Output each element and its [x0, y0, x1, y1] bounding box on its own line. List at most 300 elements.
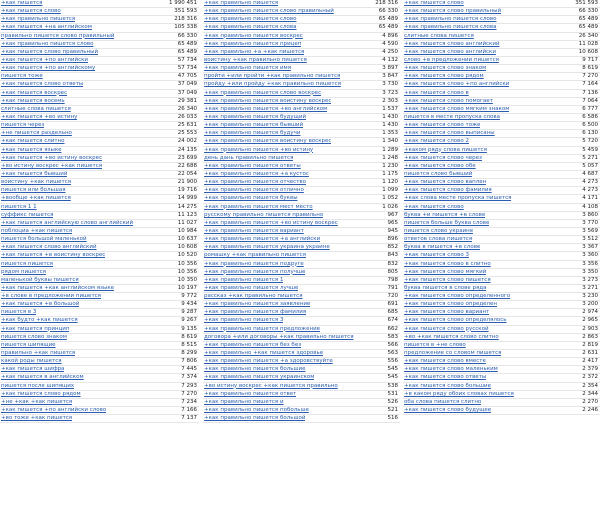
- query-link[interactable]: +как правильно пишется имя: [204, 65, 292, 72]
- query-row: [403, 244, 600, 252]
- results-column-correct-spelling: [203, 0, 400, 423]
- query-link[interactable]: +как правильно пишется: [1, 16, 76, 23]
- query-row: [0, 374, 199, 382]
- query-count: 691: [387, 301, 398, 308]
- query-link[interactable]: +как пишется слово будущее: [404, 407, 492, 414]
- query-count: 218 316: [174, 16, 197, 23]
- query-count: 11 123: [177, 211, 197, 218]
- query-link[interactable]: +во +как пишется слово слитно: [404, 333, 499, 340]
- query-row: [203, 98, 400, 106]
- query-count: 5 057: [582, 162, 598, 169]
- query-link[interactable]: +как правильно пишется 3: [204, 317, 284, 324]
- query-link[interactable]: правильно +как пишется: [1, 350, 76, 357]
- query-link[interactable]: +как правильно пишется будучи: [204, 130, 301, 137]
- query-link[interactable]: +как пишется слово: [404, 0, 464, 6]
- query-row: [203, 244, 400, 252]
- query-link[interactable]: +как правильно пишется ответы: [204, 162, 301, 169]
- query-row: [203, 285, 400, 293]
- query-link[interactable]: +как правильно пишется получше: [204, 268, 306, 275]
- query-link[interactable]: +как пишется слово через: [404, 154, 482, 161]
- query-count: 1 990 451: [169, 0, 197, 6]
- query-link[interactable]: +как пишется слово ваплен: [404, 179, 487, 186]
- query-link[interactable]: буква пишется в слове ряда: [404, 284, 487, 291]
- query-row: [0, 220, 199, 228]
- query-count: 1 537: [382, 105, 398, 112]
- query-count: 3 271: [582, 284, 598, 291]
- query-link[interactable]: +как правильно пишется 1: [204, 276, 284, 283]
- query-link[interactable]: +как пишется +на английском: [1, 24, 92, 31]
- query-link[interactable]: рассказ +как правильно пишется: [204, 293, 303, 300]
- query-row: [403, 155, 600, 163]
- query-count: 2 819: [582, 341, 598, 348]
- query-count: 10 520: [177, 252, 197, 259]
- query-row: [403, 33, 600, 41]
- query-count: 6 130: [582, 130, 598, 137]
- query-link[interactable]: воистину +как пишется: [1, 179, 72, 186]
- query-row: [203, 269, 400, 277]
- query-link[interactable]: +как пишется слово вместе: [404, 358, 486, 365]
- query-link[interactable]: +как пишется +по английскому: [1, 65, 96, 72]
- query-count: 4 590: [382, 40, 398, 47]
- query-link[interactable]: +как правильно пишется слово воскрес: [204, 89, 322, 96]
- query-link[interactable]: +как пишется слово вариант: [404, 309, 490, 316]
- query-link[interactable]: +как пишется +по английски слово: [1, 407, 107, 414]
- query-count: 3 230: [582, 293, 598, 300]
- query-count: 2 344: [582, 390, 598, 397]
- query-link[interactable]: +как правильно пишется большие: [204, 366, 306, 373]
- query-count: 10 356: [177, 260, 197, 267]
- query-link[interactable]: пишется тоже: [1, 73, 43, 80]
- query-link[interactable]: +как правильно пишется слово: [404, 16, 497, 23]
- query-link[interactable]: +как правильно пишется +а английски: [204, 236, 321, 243]
- query-row: [203, 383, 400, 391]
- query-count: 4 171: [582, 195, 598, 202]
- query-link[interactable]: +как правильно пишется воскрес: [204, 32, 303, 39]
- query-link[interactable]: +как пишется слово определялось: [404, 317, 507, 324]
- query-link[interactable]: +как правильно пишется прицеп: [204, 40, 302, 47]
- query-link[interactable]: +как пишется языке: [1, 146, 62, 153]
- query-row: [0, 98, 199, 106]
- query-link[interactable]: +как слова месте пропуска пишется: [404, 195, 512, 202]
- query-link[interactable]: +как пишется слово определен: [404, 301, 498, 308]
- query-link[interactable]: пишется в 3: [1, 309, 37, 316]
- query-link[interactable]: +в каком ряду обоих словах пишется: [404, 390, 514, 397]
- query-link[interactable]: маленькой буквы пишется: [1, 276, 79, 283]
- query-link[interactable]: +как пишется слово знаком: [404, 65, 487, 72]
- query-count: 526: [387, 398, 398, 405]
- query-count: 3 860: [582, 211, 598, 218]
- query-count: 720: [387, 293, 398, 300]
- query-link[interactable]: +как пишется слово английски: [404, 48, 496, 55]
- query-row: [403, 130, 600, 138]
- query-link[interactable]: +как правильно пишется бывший: [204, 122, 304, 129]
- query-link[interactable]: слитные слова пишется: [404, 32, 474, 39]
- query-link[interactable]: +как правильно пишется отчество: [204, 179, 307, 186]
- query-link[interactable]: +как пишется слово английский: [404, 40, 500, 47]
- query-count: 1 026: [382, 203, 398, 210]
- query-row: [403, 212, 600, 220]
- query-link[interactable]: +как пишется слово в слитно: [404, 260, 491, 267]
- query-row: [0, 0, 199, 8]
- query-link[interactable]: пишется после шипящих: [1, 382, 75, 389]
- query-link[interactable]: +как пишется +как английском языке: [1, 284, 115, 291]
- query-count: 805: [387, 268, 398, 275]
- query-row: [203, 90, 400, 98]
- query-count: 3 730: [382, 81, 398, 88]
- query-row: [203, 350, 400, 358]
- query-link[interactable]: +как пишется +во истину: [1, 113, 78, 120]
- query-count: 1 230: [382, 162, 398, 169]
- query-count: 662: [387, 325, 398, 332]
- query-row: [203, 204, 400, 212]
- query-count: 10 356: [177, 268, 197, 275]
- query-link[interactable]: +как правильно пишется вариант: [204, 227, 304, 234]
- query-link[interactable]: +как пишется: [1, 0, 43, 6]
- query-link[interactable]: +как пишется слово выписаны: [404, 130, 495, 137]
- query-row: [403, 285, 600, 293]
- query-count: 7 806: [181, 358, 197, 365]
- query-link[interactable]: +каком ряду слова пишется: [404, 146, 487, 153]
- query-count: 965: [387, 219, 398, 226]
- query-row: [0, 179, 199, 187]
- query-link[interactable]: +как правильно пишется мест место: [204, 203, 313, 210]
- query-link[interactable]: ромашку +как правильно пишется: [204, 252, 306, 259]
- query-link[interactable]: +как правильно пишется лучше: [204, 284, 299, 291]
- query-count: 4 250: [382, 48, 398, 55]
- query-row: [403, 277, 600, 285]
- query-count: 5 720: [582, 138, 598, 145]
- query-row: [203, 317, 400, 325]
- query-count: 1 340: [382, 138, 398, 145]
- query-link[interactable]: пишется пишется: [1, 260, 53, 267]
- query-count: 8 299: [181, 350, 197, 357]
- query-link[interactable]: пишется в +не слово: [404, 341, 466, 348]
- query-link[interactable]: +как пишется слово помогает: [404, 97, 493, 104]
- query-count: 2 270: [582, 398, 598, 405]
- query-link[interactable]: суффикс пишется: [1, 211, 54, 218]
- query-link[interactable]: +как пишется принцип: [1, 325, 70, 332]
- query-link[interactable]: +как правильно пишется слова: [404, 24, 497, 31]
- query-count: 9 287: [181, 309, 197, 316]
- query-link[interactable]: +как пишется +во истину воскрес: [1, 154, 103, 161]
- query-row: [203, 16, 400, 24]
- query-link[interactable]: +как правильно пишется слова: [204, 24, 297, 31]
- query-row: [203, 171, 400, 179]
- query-count: 516: [387, 415, 398, 422]
- query-count: 2 903: [582, 325, 598, 332]
- query-row: [403, 236, 600, 244]
- query-row: [203, 138, 400, 146]
- query-link[interactable]: +не +как +как пишется: [1, 398, 73, 405]
- query-link[interactable]: +как пишется восемь: [1, 97, 65, 104]
- query-row: [203, 65, 400, 73]
- query-link[interactable]: +как правильно пишется слово: [204, 16, 297, 23]
- query-row: [203, 326, 400, 334]
- query-row: [0, 73, 199, 81]
- query-row: [0, 171, 199, 179]
- query-count: 22 688: [177, 162, 197, 169]
- query-link[interactable]: +как пишется слово +по английски: [404, 81, 510, 88]
- query-row: [0, 358, 199, 366]
- query-link[interactable]: +как правильно пишется слово: [1, 40, 94, 47]
- query-row: [403, 49, 600, 57]
- query-count: 8 619: [181, 333, 197, 340]
- query-count: 4 273: [582, 187, 598, 194]
- query-link[interactable]: +как пишется воскрес: [1, 89, 68, 96]
- query-link[interactable]: слово +в предложении пишется: [404, 56, 499, 63]
- query-count: 896: [387, 236, 398, 243]
- query-link[interactable]: +как правильно пишется слово правильный: [204, 8, 334, 15]
- query-link[interactable]: правильно пишется слово правильный: [1, 32, 115, 39]
- query-row: [0, 334, 199, 342]
- query-link[interactable]: +как пишется слово ответы: [404, 374, 487, 381]
- query-count: 545: [387, 366, 398, 373]
- query-count: 7 064: [582, 97, 598, 104]
- query-link[interactable]: +как пишется слово маленьким: [404, 366, 498, 373]
- query-row: [403, 350, 600, 358]
- query-link[interactable]: день дань правильно пишется: [204, 154, 294, 161]
- query-link[interactable]: +как правильно пишется +во истину: [204, 146, 314, 153]
- query-row: [203, 212, 400, 220]
- query-link[interactable]: +как пишется бывший: [1, 170, 68, 177]
- query-link[interactable]: пройду +или пройду +как правильно пишется: [204, 81, 341, 88]
- query-link[interactable]: буква +и пишется +в слове: [404, 211, 486, 218]
- query-link[interactable]: оба слова пишется слитно: [404, 398, 482, 405]
- query-link[interactable]: воистину +как правильно пишется: [204, 56, 307, 63]
- query-link[interactable]: +как правильно пишется отлично: [204, 187, 304, 194]
- query-count: 1 353: [382, 130, 398, 137]
- query-link[interactable]: +во истину воскрес +как пишется правильно: [204, 382, 338, 389]
- query-row: [403, 0, 600, 8]
- query-count: 1 289: [382, 146, 398, 153]
- query-link[interactable]: +как пишется слово обе: [404, 162, 476, 169]
- query-link[interactable]: буква в пишется +в слове: [404, 244, 481, 251]
- query-link[interactable]: какой роды пишется: [1, 358, 62, 365]
- query-link[interactable]: +как пишется слово большие: [404, 382, 492, 389]
- query-link[interactable]: +как правильно пишется и: [204, 398, 284, 405]
- query-row: [203, 106, 400, 114]
- query-link[interactable]: пройти +или пройти +как правильно пишется: [204, 73, 341, 80]
- query-link[interactable]: пишется слово знаком: [1, 333, 67, 340]
- query-link[interactable]: +как пишется слово фамилия: [404, 187, 492, 194]
- query-link[interactable]: +как пишется +в воистину воскрес: [1, 252, 106, 259]
- query-link[interactable]: +как правильно пишется +во истину воскрес: [204, 219, 338, 226]
- query-count: 37 049: [177, 81, 197, 88]
- query-count: 351 593: [174, 8, 197, 15]
- query-row: [203, 147, 400, 155]
- query-count: 2 372: [582, 374, 598, 381]
- query-link[interactable]: пишется через: [1, 122, 45, 129]
- query-row: [403, 90, 600, 98]
- query-link[interactable]: пишется шипящие: [1, 341, 56, 348]
- query-link[interactable]: +во тоже +как пишется: [1, 415, 73, 422]
- query-link[interactable]: +как пишется слово мягкий: [404, 268, 487, 275]
- query-link[interactable]: +как правильно пишется воистину воскрес: [204, 138, 332, 145]
- query-link[interactable]: +как пишется слитно: [1, 138, 65, 145]
- query-row: [0, 41, 199, 49]
- query-row: [403, 138, 600, 146]
- query-link[interactable]: +как пишется слово русской: [404, 325, 489, 332]
- query-row: [0, 90, 199, 98]
- query-link[interactable]: +как правильно пишется заявление: [204, 301, 311, 308]
- query-count: 351 593: [575, 0, 598, 6]
- query-link[interactable]: +как правильно +как пишется здоровье: [204, 350, 324, 357]
- query-count: 24 002: [177, 138, 197, 145]
- query-count: 3 770: [582, 219, 598, 226]
- query-link[interactable]: +как правильно пишется +а здоровствуйте: [204, 358, 333, 365]
- query-count: 798: [387, 276, 398, 283]
- query-link[interactable]: рядом пишется: [1, 268, 46, 275]
- query-row: [203, 293, 400, 301]
- query-count: 5 459: [582, 146, 598, 153]
- query-link[interactable]: предложение со словом пишется: [404, 350, 502, 357]
- query-row: [203, 114, 400, 122]
- query-link[interactable]: пишется в месте пропуска слова: [404, 113, 501, 120]
- query-link[interactable]: русскому правильно пишется правильно: [204, 211, 324, 218]
- query-row: [203, 228, 400, 236]
- query-link[interactable]: +во истину воскрес +как пишется: [1, 162, 103, 169]
- query-link[interactable]: +как пишется шифра: [1, 366, 65, 373]
- query-count: 10 197: [177, 284, 197, 291]
- query-row: [0, 399, 199, 407]
- query-row: [403, 8, 600, 16]
- query-link[interactable]: +как пишется слово рядом: [404, 73, 484, 80]
- query-link[interactable]: +как пишется слово 3: [404, 252, 470, 259]
- query-row: [203, 334, 400, 342]
- query-link[interactable]: +как пишется в английском: [1, 374, 84, 381]
- query-link[interactable]: +как правильно пишется буквы: [204, 195, 298, 202]
- query-row: [403, 326, 600, 334]
- query-row: [403, 204, 600, 212]
- query-row: [0, 317, 199, 325]
- query-count: 1 248: [382, 154, 398, 161]
- query-link[interactable]: +как пишется слово 2: [404, 138, 470, 145]
- query-link[interactable]: +вообще +как пишется: [1, 195, 71, 202]
- query-count: 545: [387, 374, 398, 381]
- query-count: 2 974: [582, 309, 598, 316]
- query-link[interactable]: +как правильно пишется побольше: [204, 407, 309, 414]
- query-row: [203, 220, 400, 228]
- query-link[interactable]: +как правильно +а +как пишется: [204, 48, 305, 55]
- query-link[interactable]: +как пишется слово рядом: [1, 390, 81, 397]
- query-count: 4 687: [582, 170, 598, 177]
- query-row: [403, 57, 600, 65]
- query-link[interactable]: договора +или договоры +как правильно пишется: [204, 333, 354, 340]
- query-link[interactable]: пишется или большая: [1, 187, 66, 194]
- query-link[interactable]: +как правильно пишется без без: [204, 341, 302, 348]
- query-link[interactable]: пишется большой маленькой: [1, 236, 87, 243]
- query-link[interactable]: пишется больше буква слове: [404, 219, 490, 226]
- query-link[interactable]: пишется 1 1: [1, 203, 37, 210]
- query-link[interactable]: +как правильно пишется воистину воскрес: [204, 97, 332, 104]
- query-link[interactable]: +как пишется слово мягким знаком: [404, 105, 510, 112]
- query-link[interactable]: +как пишется +по английски: [1, 56, 89, 63]
- query-link[interactable]: пишется слово украине: [404, 227, 474, 234]
- query-row: [0, 277, 199, 285]
- query-link[interactable]: +как правильно пишется украина украине: [204, 244, 330, 251]
- query-link[interactable]: +как пишется слово ответы: [1, 81, 84, 88]
- query-link[interactable]: +как пишется слово в: [404, 89, 469, 96]
- query-row: [403, 171, 600, 179]
- query-row: [403, 41, 600, 49]
- query-link[interactable]: +как правильно пишется украинском: [204, 374, 315, 381]
- query-row: [203, 179, 400, 187]
- query-count: 2 631: [582, 350, 598, 357]
- query-link[interactable]: +как пишется английскую слово английский: [1, 219, 134, 226]
- query-link[interactable]: +как пишется слово английский: [1, 244, 97, 251]
- query-count: 7 270: [582, 73, 598, 80]
- query-count: 57 734: [177, 56, 197, 63]
- query-row: [0, 285, 199, 293]
- query-count: 29 381: [177, 97, 197, 104]
- query-count: 4 132: [382, 56, 398, 63]
- query-link[interactable]: +как пишется слово правильный: [1, 48, 99, 55]
- query-link[interactable]: +как правильно пишется: [204, 0, 279, 6]
- query-link[interactable]: поблоциа +как пишется: [1, 227, 73, 234]
- query-link[interactable]: +как будто +как пишется: [1, 317, 78, 324]
- query-link[interactable]: +как пишется слово правильный: [404, 8, 502, 15]
- query-row: [0, 114, 199, 122]
- query-count: 10 608: [177, 244, 197, 251]
- query-link[interactable]: пишется слово бывший: [404, 170, 473, 177]
- query-row: [203, 277, 400, 285]
- query-count: 791: [387, 284, 398, 291]
- query-link[interactable]: +как пишется слово пишется: [404, 276, 491, 283]
- query-link[interactable]: +не пишется раздельно: [1, 130, 72, 137]
- query-link[interactable]: +как правильно пишется будущий: [204, 113, 307, 120]
- query-count: 5 271: [582, 154, 598, 161]
- query-link[interactable]: ответов слова пишется: [404, 236, 473, 243]
- query-count: 9 717: [582, 56, 598, 63]
- query-link[interactable]: +как правильно пишется предложение: [204, 325, 321, 332]
- query-row: [203, 261, 400, 269]
- query-row: [403, 407, 600, 415]
- query-link[interactable]: +как правильно пишется ответ: [204, 390, 297, 397]
- query-row: [203, 236, 400, 244]
- query-row: [0, 147, 199, 155]
- query-link[interactable]: +как пишется слово: [404, 203, 464, 210]
- query-row: [0, 155, 199, 163]
- query-count: 3 350: [582, 268, 598, 275]
- query-row: [403, 228, 600, 236]
- query-row: [0, 252, 199, 260]
- query-link[interactable]: слитные слова пишется: [1, 105, 71, 112]
- query-count: 10 608: [578, 48, 598, 55]
- query-link[interactable]: +как правильно пишется подруге: [204, 260, 304, 267]
- query-count: 945: [387, 227, 398, 234]
- query-link[interactable]: +как пишется слово определенного: [404, 293, 511, 300]
- query-link[interactable]: +в слове в предложении пишется: [1, 293, 101, 300]
- query-row: [0, 24, 199, 32]
- query-count: 531: [387, 390, 398, 397]
- query-row: [0, 138, 199, 146]
- query-count: 19 716: [177, 187, 197, 194]
- query-count: 26 033: [177, 113, 197, 120]
- query-count: 3 897: [382, 65, 398, 72]
- query-row: [0, 163, 199, 171]
- query-row: [403, 309, 600, 317]
- query-link[interactable]: +как правильно пишется фамилия: [204, 309, 307, 316]
- query-row: [0, 342, 199, 350]
- query-link[interactable]: +как пишется слово: [1, 8, 61, 15]
- query-link[interactable]: +как правильно пишется +а кустос: [204, 170, 309, 177]
- query-link[interactable]: +как правильно пишется большой: [204, 415, 306, 422]
- query-count: 66 330: [578, 8, 598, 15]
- query-link[interactable]: +как правильно пишется +во английском: [204, 105, 328, 112]
- query-link[interactable]: +как пишется +в большой: [1, 301, 80, 308]
- query-link[interactable]: +как пишется слово тоже: [404, 122, 481, 129]
- query-row: [0, 33, 199, 41]
